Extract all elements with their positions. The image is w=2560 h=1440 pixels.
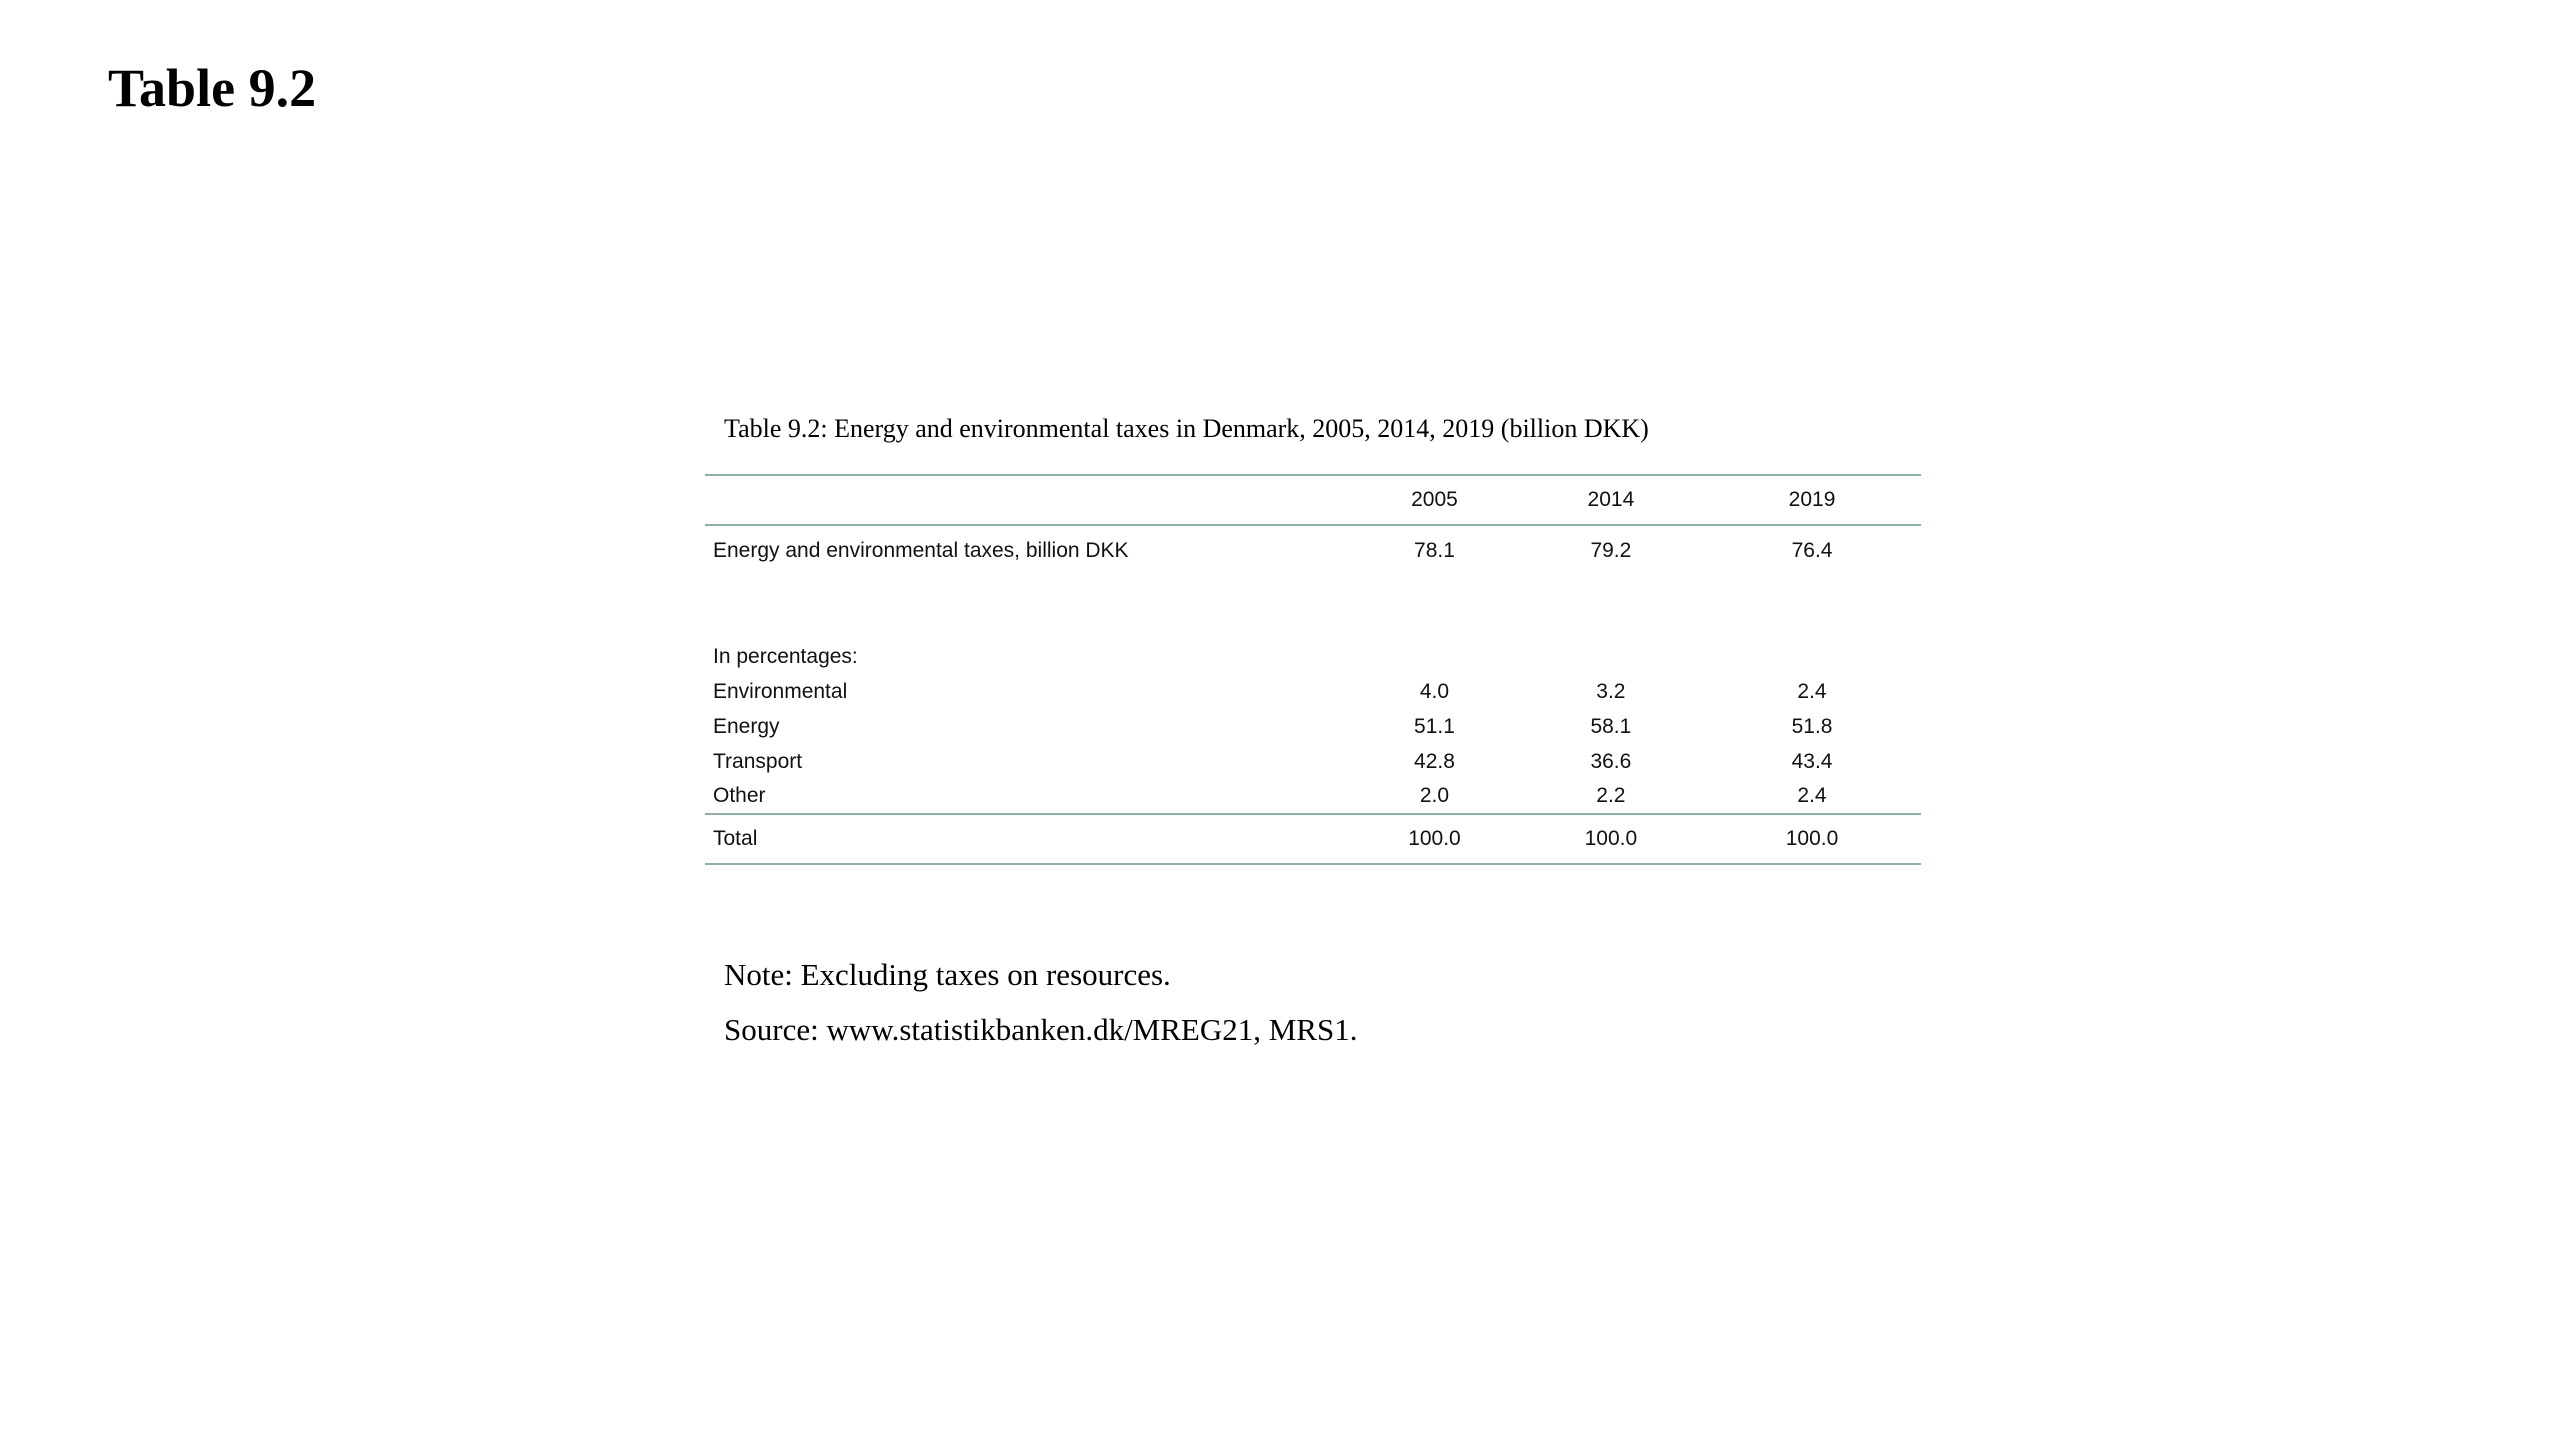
cell-2005: 42.8 — [1414, 749, 1455, 773]
table-row-total — [705, 814, 1921, 864]
energy-taxes-table — [705, 474, 1921, 865]
row-label: Energy — [713, 714, 780, 738]
table-note: Note: Excluding taxes on resources. — [724, 957, 1171, 992]
table-section-row — [705, 639, 1921, 674]
cell-2005: 4.0 — [1419, 679, 1450, 703]
cell-2005: 51.1 — [1414, 714, 1455, 738]
cell-2005: 2.0 — [1419, 784, 1450, 807]
header-label-cell — [705, 475, 1350, 525]
cell-2014: 2.2 — [1596, 784, 1626, 807]
table-row-energy — [705, 709, 1921, 744]
cell-2014: 100.0 — [1584, 827, 1638, 850]
row-label: Other — [713, 784, 766, 807]
cell-2019: 76.4 — [1791, 538, 1833, 562]
cell-2014: 36.6 — [1590, 749, 1632, 773]
cell-2014: 58.1 — [1590, 714, 1632, 738]
row-label: Environmental — [713, 679, 848, 703]
cell-2005: 100.0 — [1408, 827, 1461, 850]
column-header-2005: 2005 — [1411, 488, 1458, 511]
cell-2019: 2.4 — [1797, 784, 1827, 807]
slide-title: Table 9.2 — [108, 58, 317, 118]
table-source: Source: www.statistikbanken.dk/MREG21, MRS1. — [724, 1012, 1358, 1047]
table-row-other — [705, 779, 1921, 814]
table-row-transport — [705, 744, 1921, 779]
table-row-total-taxes — [705, 525, 1921, 575]
row-label: Total — [713, 827, 758, 850]
table-caption: Table 9.2: Energy and environmental taxes in Denmark, 2005, 2014, 2019 (billion DKK) — [724, 414, 1649, 443]
table-spacer-row — [705, 575, 1921, 639]
row-label: Energy and environmental taxes, billion DKK — [713, 538, 1129, 562]
column-header-2014: 2014 — [1587, 488, 1635, 511]
cell-2005: 78.1 — [1414, 538, 1455, 562]
cell-2019: 51.8 — [1791, 714, 1833, 738]
table-header-row — [705, 475, 1921, 525]
section-label: In percentages: — [713, 644, 858, 668]
cell-2019: 100.0 — [1785, 827, 1839, 850]
cell-2019: 2.4 — [1797, 679, 1827, 703]
table-row-environmental — [705, 674, 1921, 709]
cell-2014: 3.2 — [1596, 679, 1626, 703]
cell-2019: 43.4 — [1791, 749, 1833, 773]
cell-2014: 79.2 — [1590, 538, 1632, 562]
row-label: Transport — [713, 749, 803, 773]
column-header-2019: 2019 — [1788, 488, 1836, 511]
